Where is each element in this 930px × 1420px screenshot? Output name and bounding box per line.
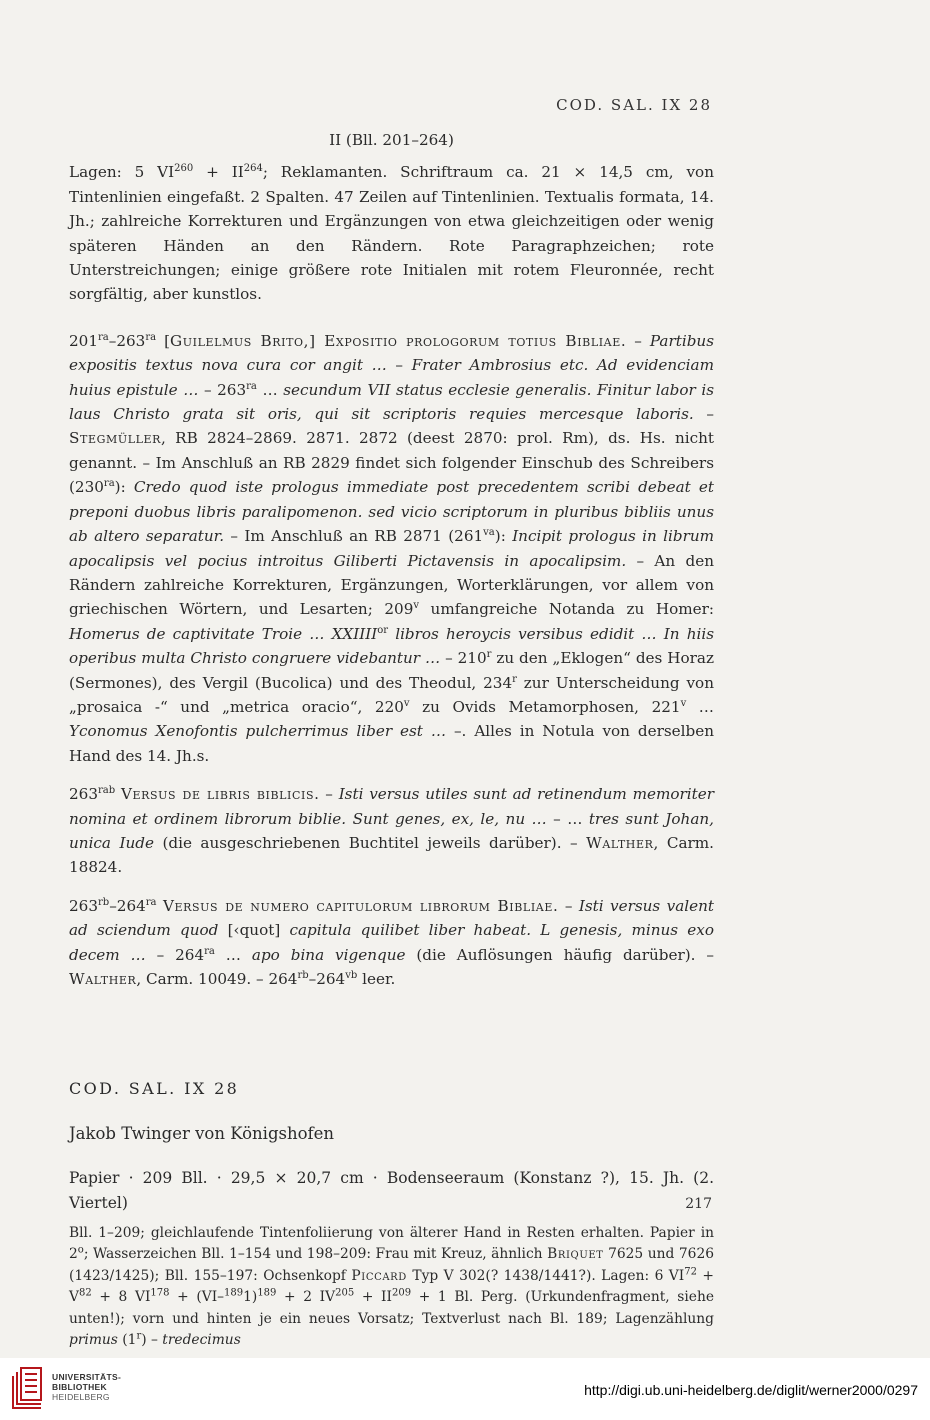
entry-versus-de-libris: $263^{rab}$ Versus de libris biblicis. – Isti versus utiles sunt ad retinendum memoriter nomina et ordinem librorum biblie. Sunt genes, ex, le, nu … – … tres sunt Johan, unica Iude (die ausgeschriebenen Buchtitel jeweils darüber). – Walther, Carm. 18824. [69,785,714,877]
source-url-link[interactable]: http://digi.ub.uni-heidelberg.de/diglit/werner2000/0297 [584,1382,918,1398]
library-logo-text: UNIVERSITÄTS- BIBLIOTHEK HEIDELBERG [52,1372,122,1402]
author-heading: Jakob Twinger von Königshofen [69,1123,335,1143]
page-body [69,128,714,1351]
library-logo-icon [10,1366,44,1410]
quire-description: Lagen: 5 $VI^{260} + II^{264}$; Reklamanten. Schriftraum ca. 21 × 14,5 cm, von Tintenlinien eingefaßt. 2 Spalten. 47 Zeilen auf Tintenlinien. Textualis formata, 14. Jh.; zahlreiche Korrekturen und Ergänzungen von etwa gleichzeitigen oder wenig späteren Händen an den Rändern. Rote Paragraphzeichen; rote Unterstreichungen; einige größere rote Initialen mit rotem Fleuronnée, recht sorgfältig, aber kunstlos. [69,163,714,304]
entry-versus-de-numero: $263^{rb}-264^{ra}$ Versus de numero capitulorum librorum Bibliae. – Isti versus valent ad sciendum quod [‹quot] capitula quilibet liber habeat. L genesis, minus exo decem … – $264^{ra}$ … apo bina vigenque (die Auflösungen häufig darüber). – Walther, Carm. 10049. – $264^{rb}-264^{vb}$ leer. [69,896,715,988]
section-title: II (Bll. 201–264) [329,131,454,149]
entry-expositio-prologorum: $201^{ra}-263^{ra}$ [Guilelmus Brito,] Expositio prologorum totius Bibliae. – Partibus expositis textus nova cura cor angit … – Frater Ambrosius etc. Ad evidenciam huius epistule … – $263^{ra}$ … secundum VII status ecclesie generalis. Finitur labor is laus Christo grata sit oris, qui sit scriptoris requies mercesque laboris. – Stegmüller, RB 2824–2869. 2871. 2872 (deest 2870: prol. Rm), ds. Hs. nicht genannt. – Im Anschluß an RB 2829 findet sich folgender Einschub des Schreibers $(230^{ra})$: Credo quod iste prologus immediate post precedentem scribi debeat et preponi duobus libris paralipomenon. sed vicio scriptorum in pluribus bibliis unus ab altero separatur. – Im Anschluß an RB 2871 $(261^{va})$: Incipit prologus in librum apocalipsis vel pocius introitus Giliberti Pictavensis in apocalipsim. – An den Rändern zahlreiche Korrekturen, Ergänzungen, Worterklärungen, vor allem von griechischen Wörtern, und Lesarten; 209$^v$ umfangreiche Notanda zu Homer: Homerus de captivitate Troie … $XXIIII^{or}$ libros heroycis versibus edidit … In hiis operibus multa Christo congruere videbantur … – 210$^r$ zu den „Eklogen“ des Horaz (Sermones), des Vergil (Bucolica) und des Theodul, 234$^r$ zur Unterscheidung von „prosaica -“ und „metrica oracio“, 220$^v$ zu Ovids Metamorphosen, 221$^v$ … Yconomus Xenofontis pulcherrimus liber est … –. Alles in Notula von derselben Hand des 14. Jh.s. [69,331,715,765]
codex-heading: COD. SAL. IX 28 [69,1079,240,1099]
material-line: Papier · 209 Bll. · 29,5 × 20,7 cm · Bodenseeraum (Konstanz ?), 15. Jh. (2. Viertel) [69,1169,714,1212]
running-head: COD. SAL. IX 28 [556,96,712,114]
codicological-description: Bll. 1–209; gleichlaufende Tintenfoliierung von älterer Hand in Resten erhalten. Papier in 2$^o$; Wasserzeichen Bll. 1–154 und 198–209: Frau mit Kreuz, ähnlich Briquet 7625 und 7626 (1423/1425); Bll. 155–197: Ochsenkopf Piccard Typ V 302(? 1438/1441?). Lagen: 6 $VI^{72} + V^{82} + 8$ $VI^{178} + (VI-^{189}1)^{189} + 2$ $IV^{205} + II^{209} + 1$ Bl. Perg. (Urkundenfragment, siehe unten!); vorn und hinten je ein neues Vorsatz; Textverlust nach Bl. 189; Lagenzählung primus (1$^r$) – tredecimus [69,1225,715,1349]
viewer-footer [0,1358,930,1420]
page-number: 217 [685,1196,712,1212]
